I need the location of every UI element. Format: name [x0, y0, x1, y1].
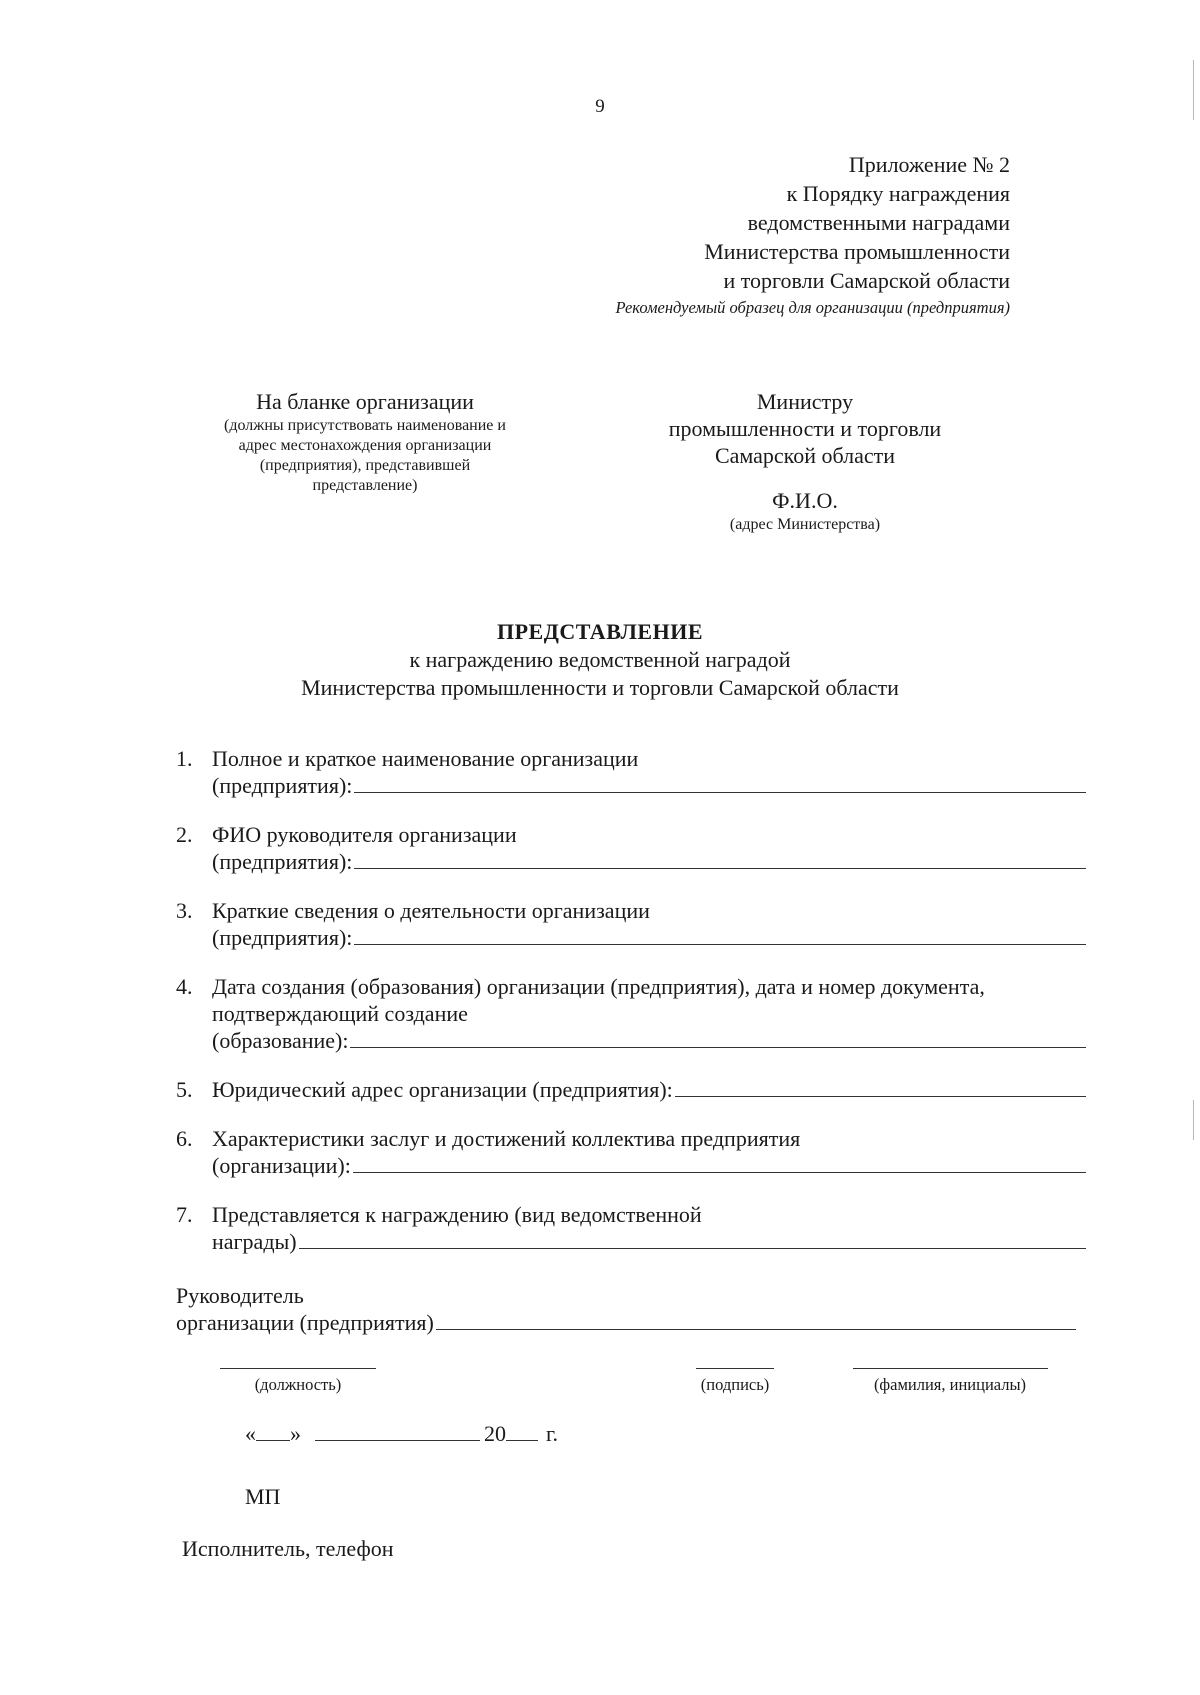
item-fill-label: (предприятия): [212, 773, 353, 798]
item-number: 3. [176, 898, 193, 923]
item-text: Полное и краткое наименование организации [212, 746, 639, 771]
form-item-4 [176, 973, 1086, 1054]
addressee-block [635, 388, 975, 536]
form-item-5 [176, 1076, 1086, 1103]
item-fill-label: (предприятия): [212, 849, 353, 874]
position-line[interactable] [220, 1368, 376, 1369]
item-fill-label: (образование): [212, 1028, 349, 1053]
appendix-note: Рекомендуемый образец для организации (предприятия) [615, 298, 1010, 317]
date-year-suffix: г. [546, 1421, 559, 1446]
document-subtitle: к награждению ведомственной наградой [409, 647, 791, 672]
item-number: 6. [176, 1126, 193, 1151]
position-label: (должность) [254, 1375, 342, 1394]
letterhead-note-line: представление) [312, 477, 418, 494]
date-month-blank[interactable] [315, 1420, 480, 1441]
addressee-line: Самарской области [714, 443, 896, 468]
addressee-fio: Ф.И.О. [772, 488, 838, 513]
item-fill-line[interactable] [354, 848, 1086, 869]
signature-line[interactable] [696, 1368, 774, 1369]
head-signature-block [176, 1282, 1076, 1336]
form-items [176, 745, 1086, 1277]
letterhead-note-line: адрес местонахождения организации [238, 437, 492, 454]
position-column [218, 1368, 378, 1395]
form-item-2 [176, 821, 1086, 875]
name-column [850, 1368, 1050, 1395]
date-close-quote: » [290, 1421, 301, 1446]
addressee-note: (адрес Министерства) [729, 516, 881, 533]
form-item-6 [176, 1125, 1086, 1179]
item-text: Характеристики заслуг и достижений коллектива предприятия [212, 1126, 801, 1151]
item-number: 1. [176, 746, 193, 771]
item-fill-line[interactable] [354, 924, 1086, 945]
item-fill-label: Юридический адрес организации (предприятия): [212, 1077, 673, 1102]
date-year-blank[interactable] [506, 1420, 538, 1441]
item-number: 7. [176, 1202, 193, 1227]
form-item-1 [176, 745, 1086, 799]
item-text: подтверждающий создание [212, 1001, 468, 1026]
signature-labels [0, 1368, 1200, 1428]
item-fill-line[interactable] [350, 1027, 1086, 1048]
addressee-line: Министру [756, 389, 854, 414]
item-fill-label: награды) [212, 1229, 297, 1254]
form-item-7 [176, 1201, 1086, 1255]
item-fill-line[interactable] [354, 772, 1086, 793]
executor-line: Исполнитель, телефон [182, 1536, 394, 1561]
appendix-line: Приложение № 2 [848, 152, 1010, 177]
letterhead-note [180, 388, 550, 496]
item-fill-label: (организации): [212, 1153, 351, 1178]
item-fill-label: (предприятия): [212, 925, 353, 950]
appendix-line: и торговли Самарской области [723, 268, 1010, 293]
item-number: 4. [176, 974, 193, 999]
appendix-line: к Порядку награждения [786, 181, 1010, 206]
head-label: Руководитель [176, 1283, 304, 1308]
date-year-prefix: 20 [484, 1421, 506, 1446]
letterhead-note-line: (предприятия), представившей [259, 457, 471, 474]
appendix-line: ведомственными наградами [747, 210, 1010, 235]
addressee-line: промышленности и торговли [668, 416, 942, 441]
appendix-line: Министерства промышленности [704, 239, 1010, 264]
name-label: (фамилия, инициалы) [873, 1375, 1027, 1394]
letterhead-title: На бланке организации [256, 389, 474, 414]
item-text: Представляется к награждению (вид ведомственной [212, 1202, 702, 1227]
page-number: 9 [595, 96, 605, 117]
document-title: ПРЕДСТАВЛЕНИЕ [496, 619, 703, 644]
form-item-3 [176, 897, 1086, 951]
stamp-placeholder: МП [245, 1484, 281, 1509]
item-text: ФИО руководителя организации [212, 822, 517, 847]
head-name-line[interactable] [436, 1309, 1076, 1330]
name-line[interactable] [853, 1368, 1048, 1369]
signature-column [690, 1368, 780, 1395]
date-line [245, 1420, 558, 1447]
item-number: 2. [176, 822, 193, 847]
document-title-block [0, 618, 1200, 702]
date-open-quote: « [245, 1421, 256, 1446]
scan-artifact [1193, 1100, 1194, 1140]
appendix-block [616, 150, 1011, 321]
signature-label: (подпись) [700, 1375, 770, 1394]
item-number: 5. [176, 1077, 193, 1102]
item-fill-line[interactable] [299, 1228, 1086, 1249]
document-subtitle: Министерства промышленности и торговли Самарской области [301, 675, 899, 700]
item-text: Краткие сведения о деятельности организации [212, 898, 650, 923]
item-fill-line[interactable] [675, 1076, 1086, 1097]
date-day-blank[interactable] [256, 1420, 290, 1441]
head-label: организации (предприятия) [176, 1310, 434, 1335]
letterhead-note-line: (должны присутствовать наименование и [224, 417, 506, 434]
item-fill-line[interactable] [353, 1152, 1086, 1173]
item-text: Дата создания (образования) организации (предприятия), дата и номер документа, [212, 974, 985, 999]
